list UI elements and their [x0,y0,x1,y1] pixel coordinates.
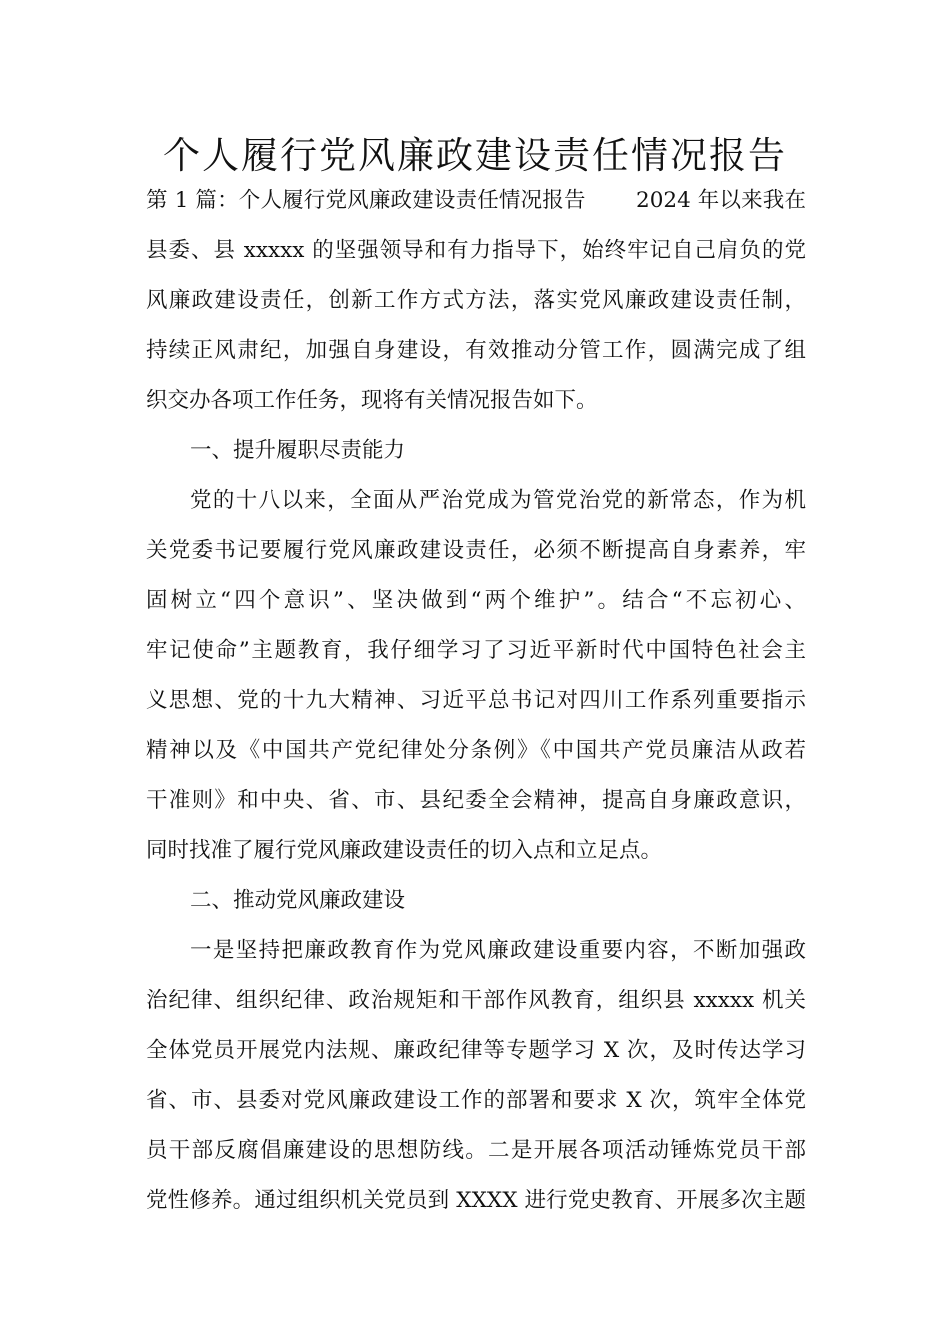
paragraph-line: 党性修养。通过组织机关党员到 XXXX 进行党史教育、开展多次主题 [146,1188,806,1213]
paragraph-line: 牢记使命”主题教育，我仔细学习了习近平新时代中国特色社会主 [146,638,806,663]
paragraph-line: 全体党员开展党内法规、廉政纪律等专题学习 X 次，及时传达学习 [146,1038,806,1063]
paragraph-line: 固树立“四个意识”、坚决做到“两个维护”。结合“不忘初心、 [146,588,806,613]
paragraph-line: 县委、县 xxxxx 的坚强领导和有力指导下，始终牢记自己肩负的党 [146,238,806,263]
paragraph-line: 织交办各项工作任务，现将有关情况报告如下。 [146,388,598,413]
section-heading: 二、推动党风廉政建设 [190,888,406,913]
paragraph-line: 持续正风肃纪，加强自身建设，有效推动分管工作，圆满完成了组 [146,338,806,363]
paragraph-line: 员干部反腐倡廉建设的思想防线。二是开展各项活动锤炼党员干部 [146,1138,806,1163]
paragraph-line: 第 1 篇：个人履行党风廉政建设责任情况报告 2024 年以来我在 [146,188,806,213]
paragraph-line: 关党委书记要履行党风廉政建设责任，必须不断提高自身素养，牢 [146,538,806,563]
paragraph-line: 党的十八以来，全面从严治党成为管党治党的新常态，作为机 [190,488,806,513]
paragraph-line: 干准则》和中央、省、市、县纪委全会精神，提高自身廉政意识， [146,788,806,813]
paragraph-line: 治纪律、组织纪律、政治规矩和干部作风教育，组织县 xxxxx 机关 [146,988,806,1013]
paragraph-line: 省、市、县委对党风廉政建设工作的部署和要求 X 次，筑牢全体党 [146,1088,806,1113]
paragraph-line: 风廉政建设责任，创新工作方式方法，落实党风廉政建设责任制， [146,288,806,313]
paragraph-line: 精神以及《中国共产党纪律处分条例》《中国共产党员廉洁从政若 [146,738,806,763]
paragraph-line: 一是坚持把廉政教育作为党风廉政建设重要内容，不断加强政 [190,938,806,963]
section-heading: 一、提升履职尽责能力 [190,438,406,463]
paragraph-line: 义思想、党的十九大精神、习近平总书记对四川工作系列重要指示 [146,688,806,713]
document-title: 个人履行党风廉政建设责任情况报告 [163,134,787,177]
paragraph-line: 同时找准了履行党风廉政建设责任的切入点和立足点。 [146,838,663,863]
